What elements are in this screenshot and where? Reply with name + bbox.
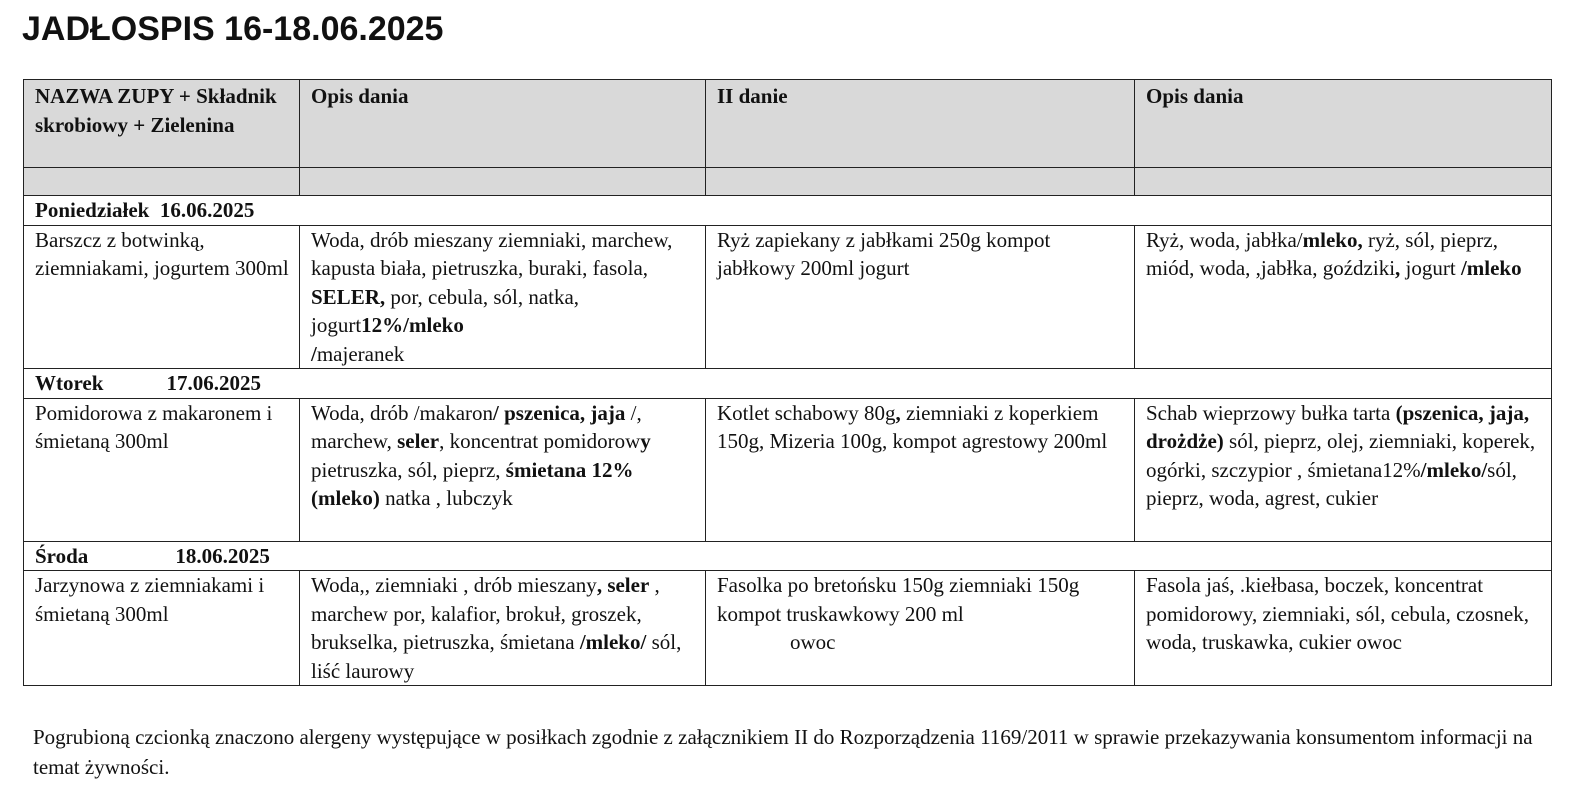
main-description-cell	[1135, 225, 1552, 369]
day-date: 17.06.2025	[166, 371, 261, 395]
main-description-cell	[1135, 398, 1552, 541]
day-label	[24, 196, 1552, 226]
soup-description-cell	[300, 398, 706, 541]
spacer-cell	[706, 168, 1135, 196]
allergen: /mleko/	[579, 630, 647, 654]
day-name: Poniedziałek	[35, 198, 150, 222]
text: Kotlet schabowy 80g	[717, 400, 896, 425]
allergen: (pszenica, jaja, drożdże)	[1146, 400, 1530, 453]
text: Woda, drób mieszany ziemniaki, marchew, kapusta biała, pietruszka, buraki, fasola,	[311, 227, 673, 280]
main-dish-cell: Ryż zapiekany z jabłkami 250g kompot jabłkowy 200ml jogurt	[706, 225, 1135, 369]
day-date: 18.06.2025	[175, 543, 270, 568]
text: , koncentrat pomidorow	[439, 429, 641, 453]
menu-row-monday	[24, 225, 1552, 369]
main-description-cell: Fasola jaś, .kiełbasa, boczek, koncentrat pomidorowy, ziemniaki, sól, cebula, czosnek, woda, truskawka, cukier owoc	[1135, 571, 1552, 686]
text: ,	[596, 573, 603, 597]
day-label	[24, 369, 1552, 399]
text: pietruszka, sól, pieprz,	[311, 457, 506, 482]
text: ziemniaki z koperkiem 150g, Mizeria 100g, kompot agrestowy 200ml	[717, 400, 1108, 453]
table-header-row	[24, 80, 1552, 168]
allergen: mleko,	[1302, 227, 1363, 252]
day-name: Środa	[35, 543, 89, 568]
allergen: seler	[607, 573, 650, 597]
text: natka , lubczyk	[379, 486, 513, 510]
day-name: Wtorek	[35, 371, 104, 395]
header-main-description: Opis dania	[1135, 80, 1552, 168]
text: Schab wieprzowy bułka tarta	[1146, 400, 1396, 425]
text: sól, pieprz, woda, agrest, cukier	[1146, 457, 1517, 510]
text: sól, liść laurowy	[311, 630, 682, 683]
day-date: 16.06.2025	[159, 198, 255, 222]
menu-row-tuesday	[24, 398, 1552, 541]
allergen: /mleko/	[1420, 457, 1488, 482]
spacer-cell	[1135, 168, 1552, 196]
header-soup-description: Opis dania	[300, 80, 706, 168]
text: ryż, sól, pieprz, miód, woda, ,jabłka, goździki	[1146, 227, 1498, 280]
text: ,	[895, 400, 901, 425]
soup-cell: Jarzynowa z ziemniakami i śmietaną 300ml	[24, 571, 300, 686]
text: sól, pieprz, olej, ziemniaki, koperek, ogórki, szczypior , śmietana12%	[1146, 429, 1536, 482]
allergen-footnote: Pogrubioną czcionką znaczono alergeny występujące w posiłkach zgodnie z załącznikiem II do Rozporządzenia 1169/2011 w sprawie przekazywania konsumentom informacji na temat żywności.	[33, 725, 1533, 779]
day-label	[24, 541, 1552, 571]
allergen: 12%/mleko	[361, 313, 464, 337]
allergen: śmietana 12% (mleko)	[311, 457, 634, 510]
main-dish-cell	[706, 571, 1135, 686]
text: y	[640, 429, 651, 453]
text: , marchew por, kalafior, brokuł, groszek, brukselka, pietruszka, śmietana	[311, 573, 660, 654]
text: Ryż, woda, jabłka/	[1146, 227, 1303, 252]
text: owoc	[790, 630, 836, 654]
allergen: /mleko	[1460, 256, 1522, 280]
allergen: seler	[397, 429, 440, 453]
text: Woda, drób /makaron	[311, 400, 494, 425]
allergen: /	[311, 341, 317, 366]
day-row-wednesday	[24, 541, 1552, 571]
soup-description-cell	[300, 225, 706, 369]
text: por, cebula, sól, natka, jogurt	[311, 284, 580, 337]
text: jogurt	[1400, 256, 1461, 280]
text: /, marchew,	[311, 400, 642, 453]
allergen: SELER,	[311, 284, 386, 309]
allergen: ,	[1395, 256, 1401, 280]
main-dish-cell	[706, 398, 1135, 541]
header-main-dish: II danie	[706, 80, 1135, 168]
text: majeranek	[316, 341, 405, 366]
day-row-monday	[24, 196, 1552, 226]
menu-row-wednesday	[24, 571, 1552, 686]
text: Fasolka po bretońsku 150g ziemniaki 150g kompot truskawkowy 200 ml	[717, 573, 1080, 626]
soup-description-cell	[300, 571, 706, 686]
spacer-cell	[300, 168, 706, 196]
header-soup: NAZWA ZUPY + Składnik skrobiowy + Zielenina	[24, 80, 300, 168]
spacer-cell	[24, 168, 300, 196]
soup-cell: Barszcz z botwinką, ziemniakami, jogurtem 300ml	[24, 225, 300, 369]
allergen: / pszenica, jaja	[493, 400, 626, 425]
page-title: JADŁOSPIS 16-18.06.2025	[22, 10, 444, 48]
menu-table	[23, 79, 1552, 686]
soup-cell: Pomidorowa z makaronem i śmietaną 300ml	[24, 398, 300, 541]
text: Woda,, ziemniaki , drób mieszany	[311, 573, 597, 597]
day-row-tuesday	[24, 369, 1552, 399]
header-spacer-row	[24, 168, 1552, 196]
